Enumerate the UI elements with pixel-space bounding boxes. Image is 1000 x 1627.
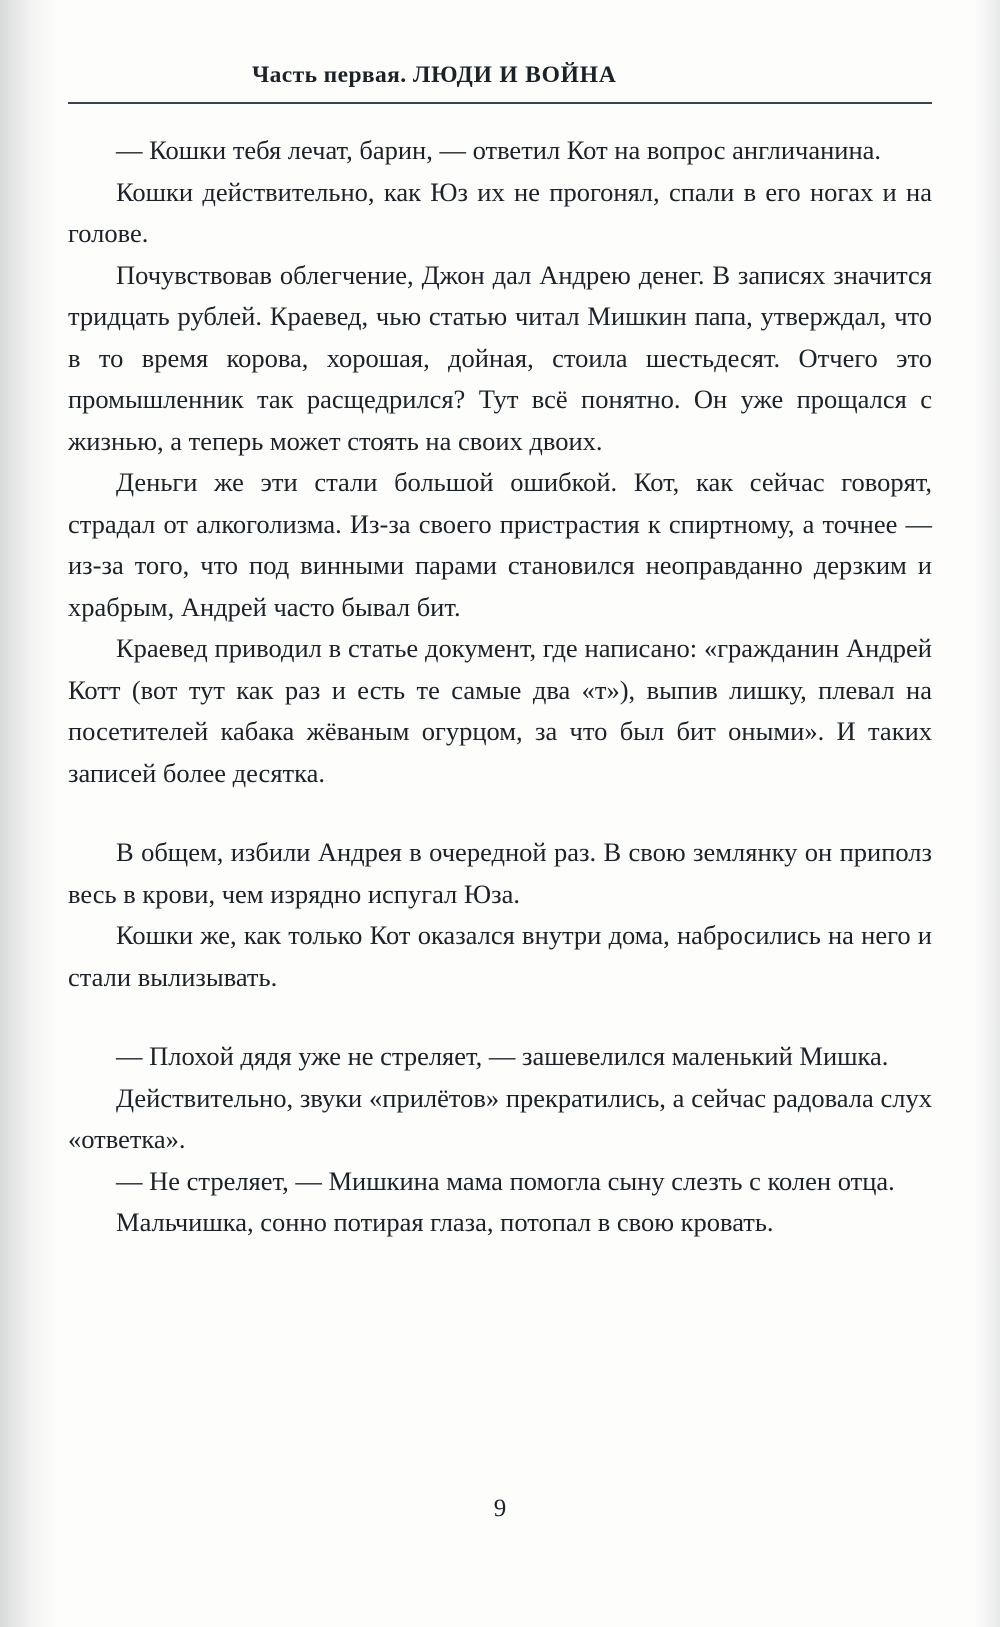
paragraph: Действительно, звуки «прилётов» прекратились, а сейчас радовала слух «ответка». [68, 1082, 932, 1154]
paragraph: Кошки действительно, как Юз их не прогонял, спали в его ногах и на голове. [68, 176, 932, 248]
page-content [68, 62, 932, 1244]
paragraph: — Плохой дядя уже не стреляет, — зашевелился маленький Мишка. [116, 1041, 889, 1071]
paragraph: — Кошки тебя лечат, барин, — ответил Кот на вопрос англичанина. [116, 135, 882, 165]
paragraph: В общем, избили Андрея в очередной раз. В свою землянку он приполз весь в крови, чем изрядно испугал Юза. [68, 837, 932, 909]
running-head [68, 62, 932, 89]
paragraph: Краевед приводил в статье документ, где написано: «гражданин Андрей Котт (вот тут как раз и есть те самые два «т»), выпив лишку, плевал на посетителей кабака жёваным огурцом, за что был бит оными». И таких записей более десятка. [68, 633, 932, 788]
paragraph: Кошки же, как только Кот оказался внутри дома, набросились на него и стали вылизывать. [68, 920, 932, 992]
paragraph: Деньги же эти стали большой ошибкой. Кот, как сейчас говорят, страдал от алкоголизма. Из-за своего пристрастия к спиртному, а точнее — из-за того, что под винными парами становился неоправданно дерзким и храбрым, Андрей часто бывал бит. [68, 467, 932, 622]
header-divider [68, 102, 932, 104]
paragraph: — Не стреляет, — Мишкина мама помогла сыну слезть с колен отца. [116, 1165, 895, 1196]
running-head-part: Часть первая. [252, 62, 407, 88]
running-head-title: ЛЮДИ И ВОЙНА [412, 62, 617, 88]
body-text [68, 130, 932, 1244]
paragraph: Почувствовав облегчение, Джон дал Андрею денег. В записях значится тридцать рублей. Краевед, чью статью читал Мишкин папа, утверждал, что в то время корова, хорошая, дойная, стоила шестьдесят. Отчего это промышленник так расщедрился? Тут всё понятно. Он уже прощался с жизнью, а теперь может стоять на своих двоих. [68, 259, 932, 456]
page-number: 9 [493, 1495, 507, 1522]
paragraph: Мальчишка, сонно потирая глаза, потопал в свою кровать. [116, 1207, 774, 1237]
